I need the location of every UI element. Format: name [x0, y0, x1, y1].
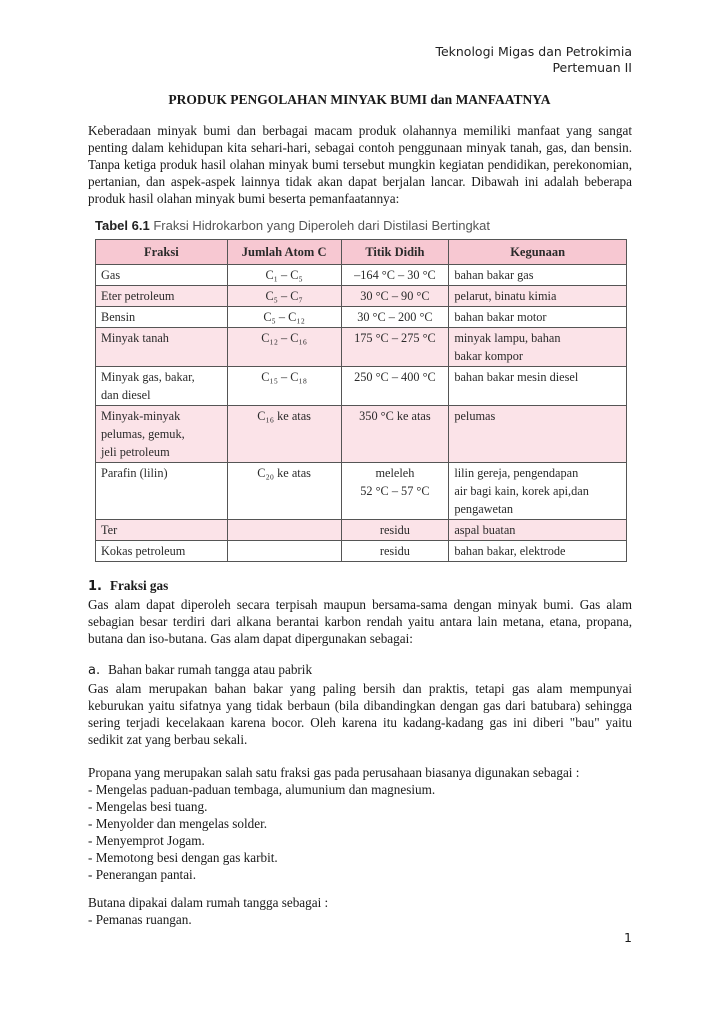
table-cell — [341, 286, 449, 307]
table-row — [96, 367, 627, 406]
table-row — [96, 520, 627, 541]
table-row — [96, 307, 627, 328]
table-cell — [227, 520, 341, 541]
cell-text: meleleh 52 °C – 57 °C — [360, 466, 430, 498]
butana-intro: Butana dipakai dalam rumah tangga sebagai : — [88, 895, 329, 910]
table-cell — [341, 463, 449, 520]
table-header-cell: Fraksi — [96, 240, 228, 265]
cell-text: Eter petroleum — [101, 289, 175, 303]
table-cell — [227, 286, 341, 307]
cell-text: bahan bakar mesin diesel — [454, 370, 579, 384]
table-cell — [96, 286, 228, 307]
cell-text: C₅ – C₇ — [265, 289, 303, 303]
header-session: Pertemuan II — [552, 60, 632, 75]
intro-paragraph: Keberadaan minyak bumi dan berbagai macam produk olahannya memiliki manfaat yang sangat penting dalam kehidupan kita sehari-hari, sebagai contoh penggunaan minyak tanah, gas, dan bensin. Tanpa ketiga produk hasil olahan minyak bumi tersebut mungkin kegiatan pendidikan, perekonomian, pertanian, dan aspek-aspek lainnya tidak akan dapat berjalan lancar. Dibawah ini adalah beberapa produk hasil olahan minyak bumi beserta pemanfaatannya: — [88, 123, 632, 206]
table-cell — [96, 406, 228, 463]
subsection-title: Bahan bakar rumah tangga atau pabrik — [108, 662, 313, 677]
list-item: - Menyolder dan mengelas solder. — [88, 816, 268, 831]
table-cell — [341, 406, 449, 463]
table-cell — [227, 367, 341, 406]
cell-text: Bensin — [101, 310, 136, 324]
table-cell — [341, 307, 449, 328]
page-number: 1 — [624, 930, 632, 945]
list-item: - Mengelas besi tuang. — [88, 799, 208, 814]
cell-text: Minyak tanah — [101, 331, 169, 345]
table-cell — [449, 307, 627, 328]
table-row — [96, 286, 627, 307]
table-row — [96, 541, 627, 562]
cell-text: Gas — [101, 268, 121, 282]
list-item: - Memotong besi dengan gas karbit. — [88, 850, 278, 865]
cell-text: Parafin (lilin) — [101, 466, 168, 480]
table-cell — [449, 367, 627, 406]
table-row — [96, 406, 627, 463]
cell-text: lilin gereja, pengendapan air bagi kain, korek api,dan pengawetan — [454, 466, 589, 516]
cell-text: C₁ – C₅ — [265, 268, 303, 282]
cell-text: 350 °C ke atas — [359, 409, 431, 423]
page-header — [435, 44, 632, 76]
table-cell — [227, 463, 341, 520]
table-cell — [449, 265, 627, 286]
table-cell — [227, 265, 341, 286]
table-cell — [341, 541, 449, 562]
table-cell — [449, 328, 627, 367]
table-row — [96, 328, 627, 367]
fraction-table — [95, 239, 627, 562]
cell-text: bahan bakar motor — [454, 310, 547, 324]
table-cell — [227, 307, 341, 328]
section-1-paragraph: Gas alam dapat diperoleh secara terpisah maupun bersama-sama dengan minyak bumi. Gas alam sebagian besar terdiri dari alkana berantai karbon rendah yaitu antara lain metana, etana, propana, butana dan iso-butana. Gas alam dapat dipergunakan sebagai: — [88, 597, 632, 646]
cell-text: Kokas petroleum — [101, 544, 186, 558]
table-row — [96, 265, 627, 286]
cell-text: bahan bakar, elektrode — [454, 544, 566, 558]
table-row — [96, 463, 627, 520]
propana-block — [88, 764, 579, 883]
cell-text: C₅ – C₁₂ — [263, 310, 305, 324]
table-cell — [449, 286, 627, 307]
cell-text: 30 °C – 200 °C — [357, 310, 433, 324]
cell-text: Minyak-minyak pelumas, gemuk, jeli petroleum — [101, 409, 185, 459]
table-cell — [341, 367, 449, 406]
list-item: - Menyemprot Jogam. — [88, 833, 205, 848]
table-cell — [227, 541, 341, 562]
cell-text: aspal buatan — [454, 523, 516, 537]
table-cell — [449, 520, 627, 541]
document-title: PRODUK PENGOLAHAN MINYAK BUMI dan MANFAATNYA — [168, 92, 551, 107]
section-1-heading — [88, 578, 168, 594]
table-cell — [227, 328, 341, 367]
cell-text: Ter — [101, 523, 118, 537]
cell-text: Minyak gas, bakar, dan diesel — [101, 370, 195, 402]
table-header-row — [96, 240, 627, 265]
table-header-cell: Titik Didih — [341, 240, 449, 265]
fraction-table-figure — [95, 218, 627, 562]
table-cell — [341, 520, 449, 541]
list-item: - Mengelas paduan-paduan tembaga, alumunium dan magnesium. — [88, 782, 436, 797]
table-cell — [96, 307, 228, 328]
list-item: - Pemanas ruangan. — [88, 912, 192, 927]
subsection-a-paragraph: Gas alam merupakan bahan bakar yang paling bersih dan praktis, tetapi gas alam mempunyai keburukan yaitu sifatnya yang tidak berbaun (bila dibandingkan dengan gas dari batubara) sehingga sering terjadi kecelakaan karena bocor. Oleh karena itu kadang-kadang gas ini diberi "bau" yaitu sedikit zat yang berbau sekali. — [88, 681, 632, 747]
cell-text: 30 °C – 90 °C — [360, 289, 430, 303]
table-cell — [96, 328, 228, 367]
table-cell — [96, 520, 228, 541]
table-cell — [96, 265, 228, 286]
cell-text: 175 °C – 275 °C — [354, 331, 436, 345]
table-caption-label: Tabel 6.1 — [95, 218, 150, 233]
cell-text: C₁₂ – C₁₆ — [261, 331, 308, 345]
propana-intro: Propana yang merupakan salah satu fraksi gas pada perusahaan biasanya digunakan sebagai : — [88, 765, 580, 780]
table-cell — [449, 406, 627, 463]
cell-text: pelarut, binatu kimia — [454, 289, 557, 303]
table-caption-text: Fraksi Hidrokarbon yang Diperoleh dari Distilasi Bertingkat — [153, 218, 491, 233]
cell-text: bahan bakar gas — [454, 268, 534, 282]
list-item: - Penerangan pantai. — [88, 867, 197, 882]
cell-text: –164 °C – 30 °C — [354, 268, 436, 282]
section-title: Fraksi gas — [109, 578, 169, 593]
table-cell — [449, 541, 627, 562]
table-header-cell: Jumlah Atom C — [227, 240, 341, 265]
table-cell — [96, 541, 228, 562]
cell-text: C₁₅ – C₁₈ — [261, 370, 308, 384]
cell-text: pelumas — [454, 409, 496, 423]
cell-text: minyak lampu, bahan bakar kompor — [454, 331, 561, 363]
subsection-a-heading — [88, 662, 312, 678]
table-cell — [341, 265, 449, 286]
table-cell — [227, 406, 341, 463]
table-cell — [96, 367, 228, 406]
section-number: 1. — [88, 579, 102, 594]
subsection-letter: a. — [88, 663, 101, 678]
table-cell — [96, 463, 228, 520]
cell-text: C₂₀ ke atas — [257, 466, 311, 480]
table-header-cell: Kegunaan — [449, 240, 627, 265]
header-course: Teknologi Migas dan Petrokimia — [435, 44, 632, 59]
cell-text: residu — [379, 523, 410, 537]
table-cell — [341, 328, 449, 367]
cell-text: residu — [379, 544, 410, 558]
cell-text: C₁₆ ke atas — [257, 409, 311, 423]
cell-text: 250 °C – 400 °C — [354, 370, 436, 384]
table-cell — [449, 463, 627, 520]
butana-block — [88, 894, 328, 928]
table-caption — [95, 218, 627, 233]
